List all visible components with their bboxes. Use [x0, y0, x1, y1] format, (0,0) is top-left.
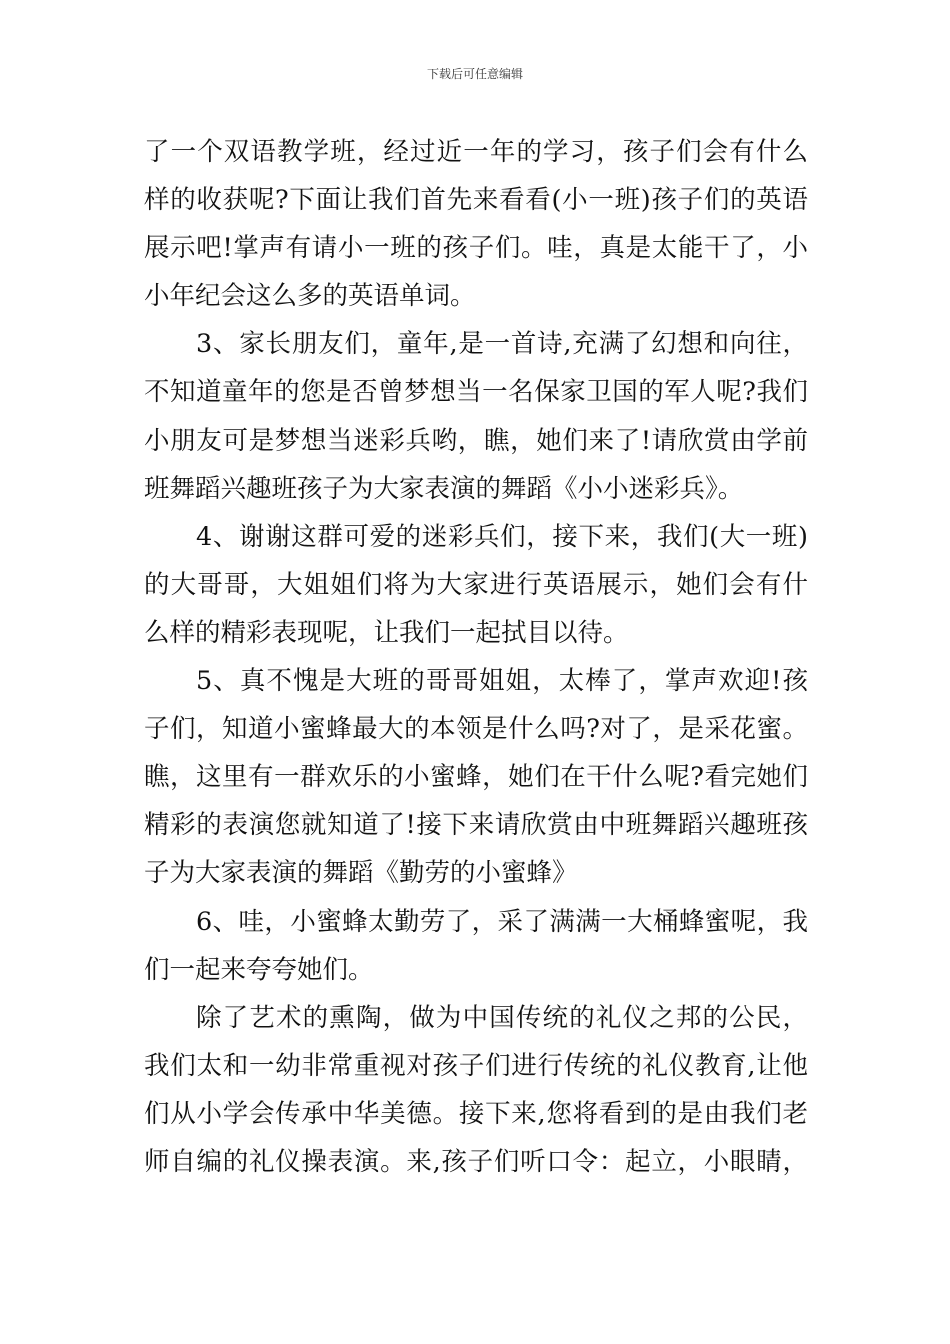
text-line: 不知道童年的您是否曾梦想当一名保家卫国的军人呢?我们 [144, 377, 808, 408]
text-line: 样的收获呢?下面让我们首先来看看(小一班)孩子们的英语 [144, 185, 808, 216]
text-line: 小年纪会这么多的英语单词。 [144, 281, 476, 312]
text-line: 小朋友可是梦想当迷彩兵哟，瞧，她们来了!请欣赏由学前 [144, 425, 808, 456]
page-header: 下载后可任意编辑 [426, 67, 523, 81]
text-line: 展示吧!掌声有请小一班的孩子们。哇，真是太能干了，小 [144, 233, 808, 264]
text-line: 么样的精彩表现呢，让我们一起拭目以待。 [144, 617, 629, 648]
text-line: 的大哥哥，大姐姐们将为大家进行英语展示，她们会有什 [144, 569, 808, 600]
body-text [144, 128, 808, 1186]
text-line: 子们，知道小蜜蜂最大的本领是什么吗?对了，是采花蜜。 [144, 714, 808, 745]
text-line: 瞧，这里有一群欢乐的小蜜蜂，她们在干什么呢?看完她们 [144, 762, 808, 793]
text-line: 我们太和一幼非常重视对孩子们进行传统的礼仪教育,让他 [144, 1050, 808, 1081]
text-line: 精彩的表演您就知道了!接下来请欣赏由中班舞蹈兴趣班孩 [144, 810, 808, 841]
text-line: 班舞蹈兴趣班孩子为大家表演的舞蹈《小小迷彩兵》。 [144, 473, 744, 504]
text-line: 们从小学会传承中华美德。接下来,您将看到的是由我们老 [144, 1098, 808, 1129]
text-line: 5、真不愧是大班的哥哥姐姐，太棒了，掌声欢迎!孩 [196, 666, 808, 697]
text-line: 4、谢谢这群可爱的迷彩兵们，接下来，我们(大一班) [196, 521, 808, 552]
text-line: 6、哇，小蜜蜂太勤劳了，采了满满一大桶蜂蜜呢，我 [196, 906, 808, 937]
text-line: 3、家长朋友们，童年,是一首诗,充满了幻想和向往， [196, 329, 808, 360]
text-line: 们一起来夸夸她们。 [144, 954, 374, 985]
text-line: 子为大家表演的舞蹈《勤劳的小蜜蜂》 [144, 858, 578, 889]
text-line: 除了艺术的熏陶，做为中国传统的礼仪之邦的公民， [196, 1002, 808, 1033]
text-line: 了一个双语教学班，经过近一年的学习，孩子们会有什么 [144, 137, 808, 167]
text-line: 师自编的礼仪操表演。来,孩子们听口令：起立，小眼睛， [144, 1146, 808, 1177]
